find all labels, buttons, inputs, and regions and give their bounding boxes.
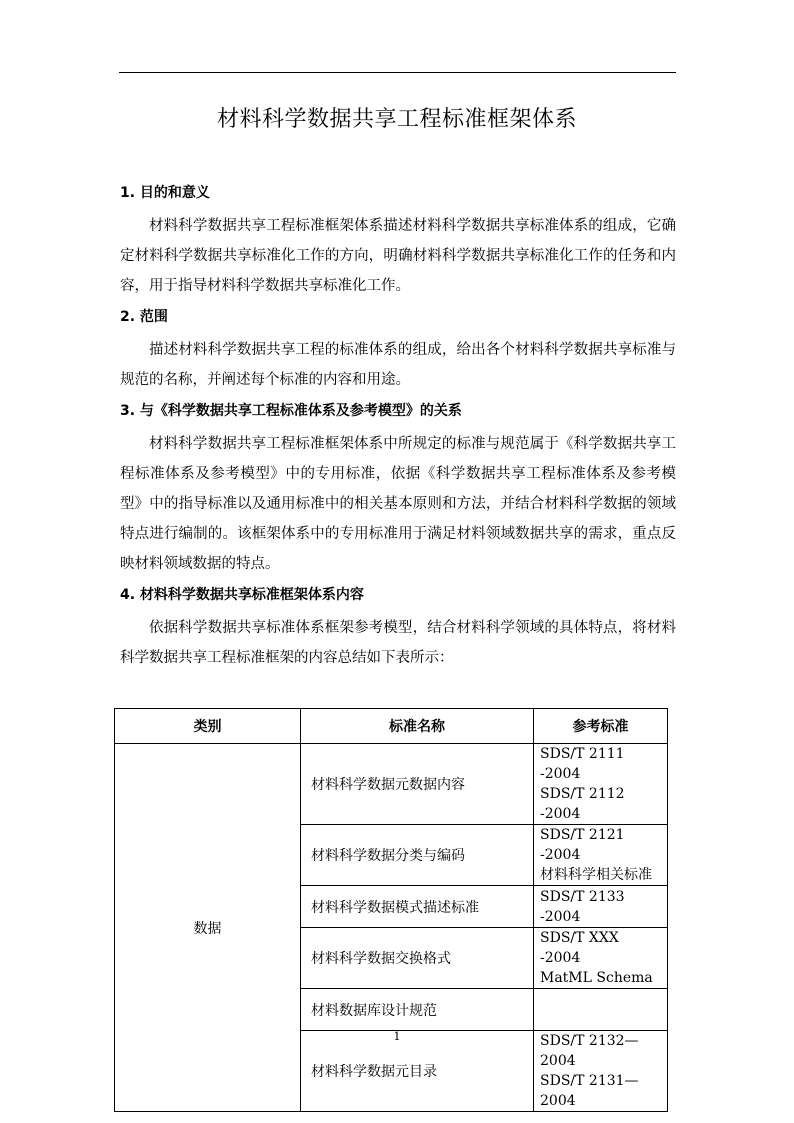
section-paragraph: 依据科学数据共享标准体系框架参考模型，结合材料科学领域的具体特点，将材料科学数据共享工程标准框架的内容总结如下表所示： — [120, 620, 676, 666]
reference-cell — [534, 744, 668, 825]
section-heading: 4. 材料科学数据共享标准框架体系内容 — [120, 587, 364, 603]
reference-line: SDS/T 2132—2004 — [540, 1033, 639, 1069]
reference-line: 材料科学相关标准 — [540, 867, 652, 883]
document-body — [120, 183, 676, 673]
table-header-row — [115, 709, 668, 744]
standard-name-cell: 材料科学数据元数据内容 — [301, 744, 534, 825]
column-header-category: 类别 — [115, 709, 301, 744]
standard-name-cell: 材料科学数据交换格式 — [301, 928, 534, 989]
reference-line: SDS/T 2111 -2004 — [540, 746, 625, 782]
reference-cell — [534, 989, 668, 1031]
section-heading: 1. 目的和意义 — [120, 185, 210, 201]
section-paragraph: 描述材料科学数据共享工程的标准体系的组成，给出各个材料科学数据共享标准与规范的名称，并阐述每个标准的内容和用途。 — [120, 342, 676, 388]
header-rule — [119, 72, 676, 73]
reference-line: SDS/T 2121 -2004 — [540, 827, 625, 863]
reference-cell — [534, 825, 668, 886]
section-paragraph: 材料科学数据共享工程标准框架体系中所规定的标准与规范属于《科学数据共享工程标准体系及参考模型》中的专用标准，依据《科学数据共享工程标准体系及参考模型》中的指导标准以及通用标准中的相关基本原则和方法，并结合材料科学数据的领域特点进行编制的。该框架体系中的专用标准用于满足材料领域数据共享的需求，重点反映材料领域数据的特点。 — [120, 436, 676, 572]
reference-line: SDS/T 2131—2004 — [540, 1073, 639, 1109]
reference-line: MatML Schema — [540, 970, 653, 986]
category-cell: 数据 — [115, 744, 301, 1112]
section-heading: 3. 与《科学数据共享工程标准体系及参考模型》的关系 — [120, 403, 462, 419]
reference-cell — [534, 886, 668, 928]
standard-name-cell: 材料科学数据元目录 — [301, 1031, 534, 1112]
column-header-reference: 参考标准 — [534, 709, 668, 744]
reference-line: SDS/T 2133 -2004 — [540, 888, 625, 925]
section-paragraph: 材料科学数据共享工程标准框架体系描述材料科学数据共享标准体系的组成，它确定材料科学数据共享标准化工作的方向，明确材料科学数据共享标准化工作的任务和内容，用于指导材料科学数据共享标准化工作。 — [120, 218, 676, 294]
page-number: 1 — [393, 1030, 401, 1043]
section-heading: 2. 范围 — [120, 309, 168, 325]
reference-line: SDS/T XXX -2004 — [540, 930, 619, 966]
standard-name-cell: 材料数据库设计规范 — [301, 989, 534, 1031]
standards-table — [114, 708, 668, 1112]
reference-line: SDS/T 2112 -2004 — [540, 786, 625, 822]
document-title: 材料科学数据共享工程标准框架体系 — [216, 107, 577, 132]
standard-name-cell: 材料科学数据模式描述标准 — [301, 886, 534, 928]
column-header-standard-name: 标准名称 — [301, 709, 534, 744]
standard-name-cell: 材料科学数据分类与编码 — [301, 825, 534, 886]
table-row — [115, 744, 668, 825]
reference-cell — [534, 928, 668, 989]
